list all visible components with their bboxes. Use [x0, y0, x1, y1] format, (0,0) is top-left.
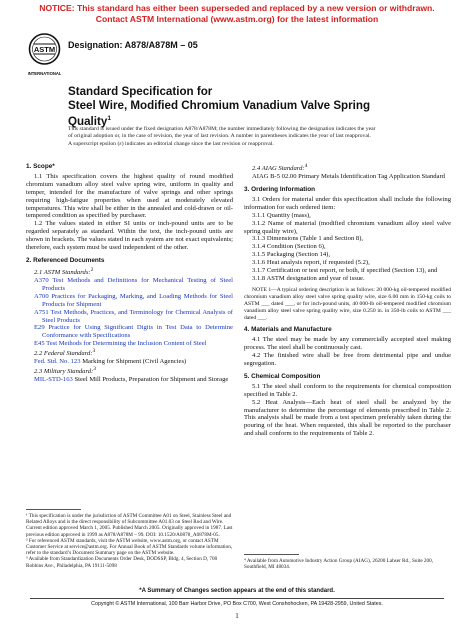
- chemical-composition-heading: 5. Chemical Composition: [244, 372, 321, 380]
- issued-line-2: of original adoption or, in the case of revision, the year of last revision. A number in parentheses indicates the year of last reapproval.: [68, 133, 371, 140]
- reference-title[interactable]: Test Methods for Determining the Inclusion Content of Steel: [46, 340, 207, 348]
- reference-item: [26, 309, 233, 325]
- ordering-item: 3.1.5 Packaging (Section 14),: [252, 251, 331, 259]
- issued-note: [68, 126, 438, 148]
- ordering-item: 3.1.8 ASTM designation and year of issue.: [252, 274, 365, 282]
- logo-subtext: INTERNATIONAL: [28, 71, 61, 76]
- notice-line-1: NOTICE: This standard has either been superseded and replaced by a new version or withdrawn.: [39, 3, 435, 13]
- reference-item: [26, 277, 233, 293]
- supersession-notice: [0, 3, 474, 24]
- footnote-2: ² For referenced ASTM standards, visit the ASTM website, www.astm.org, or contact ASTM Customer Service at service@astm.org. For Annual Book of ASTM Standards volume information, refer to the standard’s Document Summary page on the ASTM website.: [26, 537, 233, 557]
- astm-standards-label: [26, 267, 233, 277]
- aiag-standard-label: [244, 163, 451, 173]
- title-line-1: Standard Specification for: [68, 85, 213, 98]
- ordering-information-heading: 3. Ordering Information: [244, 186, 316, 193]
- military-standard-label: [26, 366, 233, 376]
- left-footnotes: [26, 509, 233, 569]
- materials-manufacture-heading: 4. Materials and Manufacture: [244, 326, 332, 334]
- reference-title[interactable]: Test Methods, Practices, and Terminology for Chemical Analysis of Steel Products: [42, 308, 233, 324]
- astm-logo-icon: [28, 30, 61, 78]
- referenced-documents-heading: 2. Referenced Documents: [26, 256, 105, 264]
- reference-title[interactable]: Test Methods and Definitions for Mechanical Testing of Steel Products: [42, 276, 234, 292]
- title-footnote-marker: 1: [107, 115, 111, 122]
- designation: Designation: A878/A878M – 05: [68, 40, 198, 50]
- scope-paragraph-1: 1.1 This specification covers the highest quality of round modified chromium vanadium alloy steel valve spring wire, uniform in quality and temper, intended for the manufacture of valve springs and other springs requiring high-fatigue properties when used at moderately elevated temperatures. This wire shall be either in the annealed and cold-drawn or oil-tempered condition as specified by purchaser.: [26, 172, 233, 220]
- title-line-3-text: Quality: [68, 114, 108, 128]
- reference-item: [26, 324, 233, 340]
- document-title: [68, 85, 388, 128]
- military-standard-title: Steel Mill Products, Preparation for Shipment and Storage: [74, 376, 229, 384]
- ordering-item: 3.1.6 Heat analysis report, if requested (5.2),: [252, 259, 370, 267]
- astm-standards-label-text: 2.1 ASTM Standards:: [34, 269, 91, 277]
- federal-standard-label-text: 2.2 Federal Standard:: [34, 350, 93, 358]
- reference-code[interactable]: A751: [34, 308, 49, 316]
- chemical-paragraph-2: 5.2 Heat Analysis—Each heat of steel shall be analyzed by the manufacturer to determine the percentage of elements prescribed in Table 2. This analysis shall be made from a test specimen preferably taken during the pouring of the heat. When requested, this shall be reported to the purchaser and shall conform to the requirements of Table 2.: [244, 398, 451, 438]
- reference-title[interactable]: Practices for Packaging, Marking, and Loading Methods for Steel Products for Shipment: [42, 292, 234, 308]
- footnote-rule: [26, 509, 81, 510]
- left-column: [26, 163, 233, 384]
- footnote-4: ⁴ Available from Automotive Industry Action Group (AIAG), 26200 Lahser Rd., Suite 200, Southfield, MI 48034.: [244, 558, 434, 571]
- federal-standard-title: Marking for Shipment (Civil Agencies): [82, 358, 187, 366]
- scope-heading: 1. Scope*: [26, 163, 55, 170]
- bottom-rule: [30, 598, 444, 599]
- note-1: NOTE 1—A typical ordering description is as follows: 20 000-kg oil-tempered modified chromium vanadium alloy steel valve spring quality wire, size 6.00 mm in 150-kg coils to ASTM ___ dated ___, or for inch-pound units, 40 000-lb oil-tempered modified chromium vanadium alloy steel valve spring quality wire, size 0.250 in. in 350-lb coils to ASTM ___ dated ___.: [244, 286, 451, 321]
- reference-item: [26, 340, 233, 348]
- materials-paragraph-1: 4.1 The steel may be made by any commercially accepted steel making process. The steel shall be continuously cast.: [244, 336, 451, 352]
- aiag-standard-item: AIAG B-5 02.00 Primary Metals Identification Tag Application Standard: [252, 173, 445, 181]
- astm-standards-footnote-marker: 2: [90, 266, 94, 273]
- ordering-item: 3.1.2 Name of material (modified chromium vanadium alloy steel valve spring quality wire),: [244, 219, 451, 235]
- footnote-1-edition: Current edition approved March 1, 2005. Published March 2005. Originally approved in 1987. Last previous edition approved in 1999 as A878/A878M – 99. DOI: 10.1520/A0878_A0878M-05.: [26, 525, 233, 538]
- title-line-2: Steel Wire, Modified Chromium Vanadium Valve Spring: [68, 98, 371, 112]
- reference-code[interactable]: A370: [34, 276, 49, 284]
- page-number: 1: [235, 612, 239, 620]
- reference-code[interactable]: A700: [34, 292, 49, 300]
- aiag-standard-label-text: 2.4 AIAG Standard:: [252, 165, 305, 173]
- military-footnote-marker: 3: [93, 366, 97, 373]
- issued-line-1: This standard is issued under the fixed designation A878/A878M; the number immediately following the designation indicates the year: [68, 126, 376, 132]
- reference-code[interactable]: E29: [34, 324, 45, 332]
- summary-of-changes-note: *A Summary of Changes section appears at the end of this standard.: [139, 588, 335, 594]
- federal-standard-label: [26, 348, 233, 358]
- ordering-items-list: [244, 212, 451, 283]
- right-footnotes: [244, 554, 451, 570]
- copyright-line: Copyright © ASTM International, 100 Barr Harbor Drive, PO Box C700, West Conshohocken, PA 19428-2959, United States.: [91, 601, 383, 607]
- ordering-item: 3.1.7 Certification or test report, or both, if specified (Section 13), and: [252, 267, 438, 275]
- military-standard-label-text: 2.3 Military Standard:: [34, 368, 94, 376]
- materials-paragraph-2: 4.2 The finished wire shall be free from detrimental pipe and undue segregation.: [244, 352, 451, 368]
- issued-line-3: A superscript epsilon (ε) indicates an editorial change since the last revision or reapproval.: [68, 140, 274, 147]
- federal-footnote-marker: 3: [92, 348, 96, 355]
- astm-reference-list: [26, 277, 233, 348]
- military-standard-code[interactable]: MIL-STD-163: [34, 376, 73, 384]
- ordering-intro: 3.1 Orders for material under this specification shall include the following information for each ordered item:: [244, 195, 451, 211]
- aiag-footnote-marker: 4: [304, 163, 308, 169]
- reference-item: [26, 293, 233, 309]
- reference-code[interactable]: E45: [34, 340, 45, 348]
- ordering-item: 3.1.1 Quantity (mass),: [252, 211, 311, 219]
- footnote-rule: [244, 554, 299, 555]
- astm-logo: [28, 30, 61, 78]
- reference-title[interactable]: Practice for Using Significant Digits in Test Data to Determine Conformance with Specifications: [42, 324, 233, 340]
- notice-line-2: Contact ASTM International (www.astm.org) for the latest information: [95, 13, 379, 24]
- scope-paragraph-2: 1.2 The values stated in either SI units or inch-pound units are to be regarded separately as standard. Within the text, the inch-pound units are shown in brackets. The values stated in each system are not exact equivalents; therefore, each system must be used independent of the other.: [26, 220, 233, 252]
- chemical-paragraph-1: 5.1 The steel shall conform to the requirements for chemical composition specified in Table 2.: [244, 382, 451, 398]
- federal-standard-code[interactable]: Fed. Std. No. 123: [34, 358, 81, 366]
- right-column: [244, 163, 451, 438]
- military-standard-item: [26, 376, 233, 384]
- ordering-item: 3.1.4 Condition (Section 6),: [252, 243, 326, 251]
- federal-standard-item: [26, 358, 233, 366]
- logo-text: ASTM: [33, 45, 56, 54]
- footnote-1: ¹ This specification is under the jurisdiction of ASTM Committee A01 on Steel, Stainless Steel and Related Alloys and is the direct responsibility of Subcommittee A01.03 on Steel Rod and Wire.: [26, 513, 232, 526]
- ordering-item: 3.1.3 Dimensions (Table 1 and Section 8),: [252, 235, 364, 243]
- footnote-3: ³ Available from Standardization Documents Order Desk, DODSSP, Bldg. 4, Section D, 700 Robbins Ave., Philadelphia, PA 19111-5098: [26, 556, 218, 569]
